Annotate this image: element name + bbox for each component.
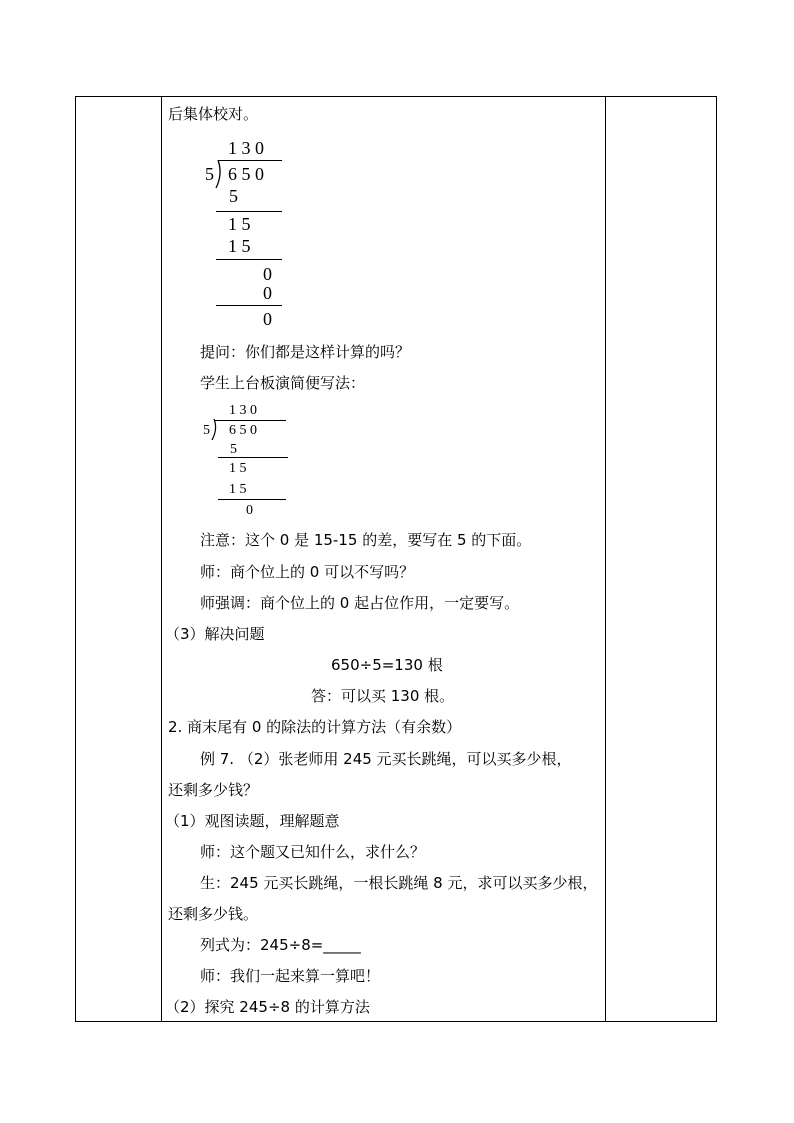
line-example7-a: 例 7. （2）张老师用 245 元买长跳绳，可以买多少根， <box>200 750 572 768</box>
div-full-step3: 1 5 <box>228 236 251 256</box>
div-short-bracket <box>211 419 221 441</box>
line-board-intro: 学生上台板演简便写法： <box>200 374 366 392</box>
div-short-step4: 0 <box>246 503 253 518</box>
line-answer: 答：可以买 130 根。 <box>311 687 455 705</box>
div-full-bracket <box>214 160 226 190</box>
line-teacher-lets: 师：我们一起来算一算吧！ <box>200 967 381 985</box>
div-full-rule-1 <box>216 211 282 212</box>
line-student-a: 生：245 元买长跳绳，一根长跳绳 8 元，求可以买多少根， <box>200 874 598 892</box>
line-teacher-q: 师：商个位上的 0 可以不写吗？ <box>200 563 415 581</box>
div-short-rule-1 <box>218 457 288 458</box>
line-question-1: 提问：你们都是这样计算的吗？ <box>200 343 411 361</box>
div-full-step1: 5 <box>229 186 238 206</box>
line-example7-b: 还剩多少钱？ <box>168 781 259 799</box>
line-formula: 列式为：245÷8=_____ <box>200 936 361 954</box>
div-full-vinculum <box>218 160 282 161</box>
div-short-dividend: 6 5 0 <box>229 423 257 438</box>
div-full-step2: 1 5 <box>228 214 251 234</box>
div-full-rule-2 <box>216 259 282 260</box>
column-divider-right <box>605 97 606 1021</box>
div-short-step2: 1 5 <box>229 461 247 476</box>
line-step2-title: （2）探究 245÷8 的计算方法 <box>165 998 370 1016</box>
div-short-step3: 1 5 <box>229 482 247 497</box>
line-teacher-emphasis: 师强调：商个位上的 0 起占位作用，一定要写。 <box>200 594 520 612</box>
div-short-divisor: 5 <box>203 423 210 438</box>
line-equation: 650÷5=130 根 <box>331 656 443 674</box>
div-short-vinculum <box>214 420 286 421</box>
line-intro: 后集体校对。 <box>168 105 259 123</box>
div-short-step1: 5 <box>230 442 237 457</box>
div-full-rule-3 <box>216 305 282 306</box>
div-full-divisor: 5 <box>205 164 214 184</box>
div-full-step6: 0 <box>263 309 272 329</box>
div-full-dividend: 6 5 0 <box>228 164 264 184</box>
div-full-step5: 0 <box>263 283 272 303</box>
line-step3-title: （3）解决问题 <box>165 625 265 643</box>
div-full-quotient: 1 3 0 <box>228 138 264 158</box>
line-note: 注意：这个 0 是 15-15 的差，要写在 5 的下面。 <box>200 531 532 549</box>
div-short-rule-2 <box>218 499 286 500</box>
div-full-step4: 0 <box>263 264 272 284</box>
column-divider-left <box>161 97 162 1021</box>
line-step1-title: （1）观图读题，理解题意 <box>165 812 340 830</box>
line-section2-title: 2. 商末尾有 0 的除法的计算方法（有余数） <box>168 718 462 736</box>
line-student-b: 还剩多少钱。 <box>168 905 259 923</box>
div-short-quotient: 1 3 0 <box>229 403 257 418</box>
line-teacher-q2: 师：这个题又已知什么，求什么？ <box>200 843 426 861</box>
